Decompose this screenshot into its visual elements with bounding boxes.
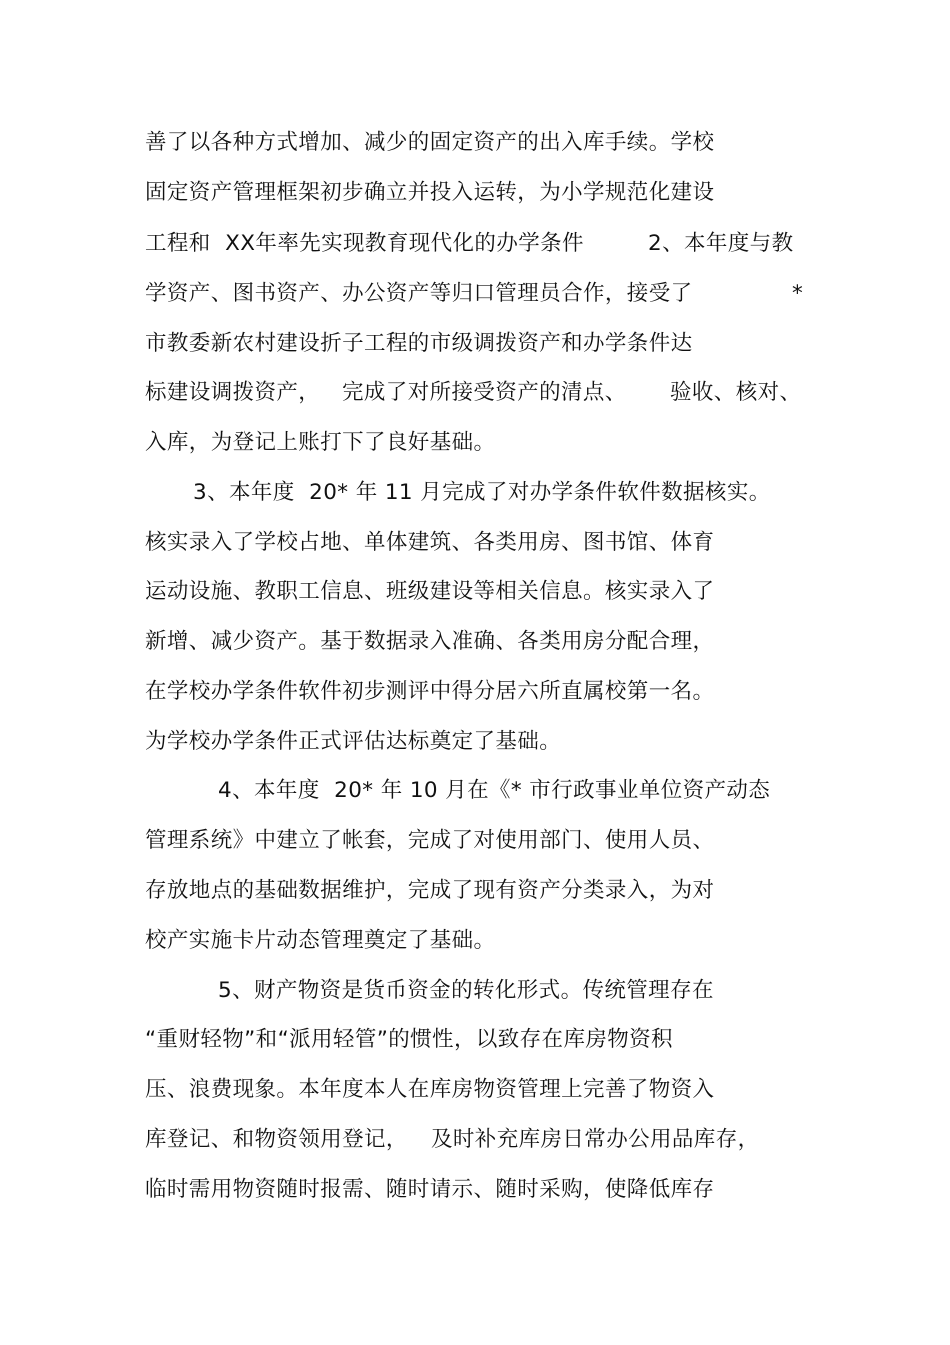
- text-line: 校产实施卡片动态管理奠定了基础。: [145, 928, 496, 953]
- text-line: 临时需用物资随时报需、随时请示、随时采购，使降低库存: [145, 1177, 715, 1202]
- text-line: 入库，为登记上账打下了良好基础。: [145, 430, 496, 455]
- text-line: 管理系统》中建立了帐套，完成了对使用部门、使用人员、: [145, 828, 715, 853]
- text-line: 在学校办学条件软件初步测评中得分居六所直属校第一名。: [145, 679, 715, 704]
- text-line: 及时补充库房日常办公用品库存，: [431, 1127, 760, 1152]
- text-line: 核实录入了学校占地、单体建筑、各类用房、图书馆、体育: [145, 530, 715, 555]
- text-line: 学资产、图书资产、办公资产等归口管理员合作，接受了: [145, 281, 693, 306]
- text-line: 固定资产管理框架初步确立并投入运转，为小学规范化建设: [145, 180, 715, 205]
- text-line: 2、本年度与教: [648, 231, 794, 256]
- text-line: 5、财产物资是货币资金的转化形式。传统管理存在: [218, 978, 714, 1003]
- text-line: 标建设调拨资产，: [145, 380, 321, 405]
- text-line: 运动设施、教职工信息、班级建设等相关信息。核实录入了: [145, 579, 715, 604]
- text-line: 4、本年度 20* 年 10 月在《* 市行政事业单位资产动态: [218, 778, 771, 803]
- text-line: 善了以各种方式增加、减少的固定资产的出入库手续。学校: [145, 130, 715, 155]
- text-line: 工程和 XX年率先实现教育现代化的办学条件: [145, 231, 584, 256]
- text-line: 新增、减少资产。基于数据录入准确、各类用房分配合理，: [145, 629, 715, 654]
- text-line: *: [792, 281, 804, 306]
- text-line: 库登记、和物资领用登记，: [145, 1127, 408, 1152]
- text-line: “重财轻物”和“派用轻管”的惯性，以致存在库房物资积: [145, 1027, 673, 1052]
- text-line: 完成了对所接受资产的清点、: [342, 380, 627, 405]
- text-line: 存放地点的基础数据维护，完成了现有资产分类录入，为对: [145, 878, 715, 903]
- text-line: 为学校办学条件正式评估达标奠定了基础。: [145, 729, 562, 754]
- text-line: 3、本年度 20* 年 11 月完成了对办学条件软件数据核实。: [193, 480, 771, 505]
- text-line: 验收、核对、: [670, 380, 802, 405]
- text-line: 压、浪费现象。本年度本人在库房物资管理上完善了物资入: [145, 1077, 715, 1102]
- text-line: 市教委新农村建设折子工程的市级调拨资产和办学条件达: [145, 331, 693, 356]
